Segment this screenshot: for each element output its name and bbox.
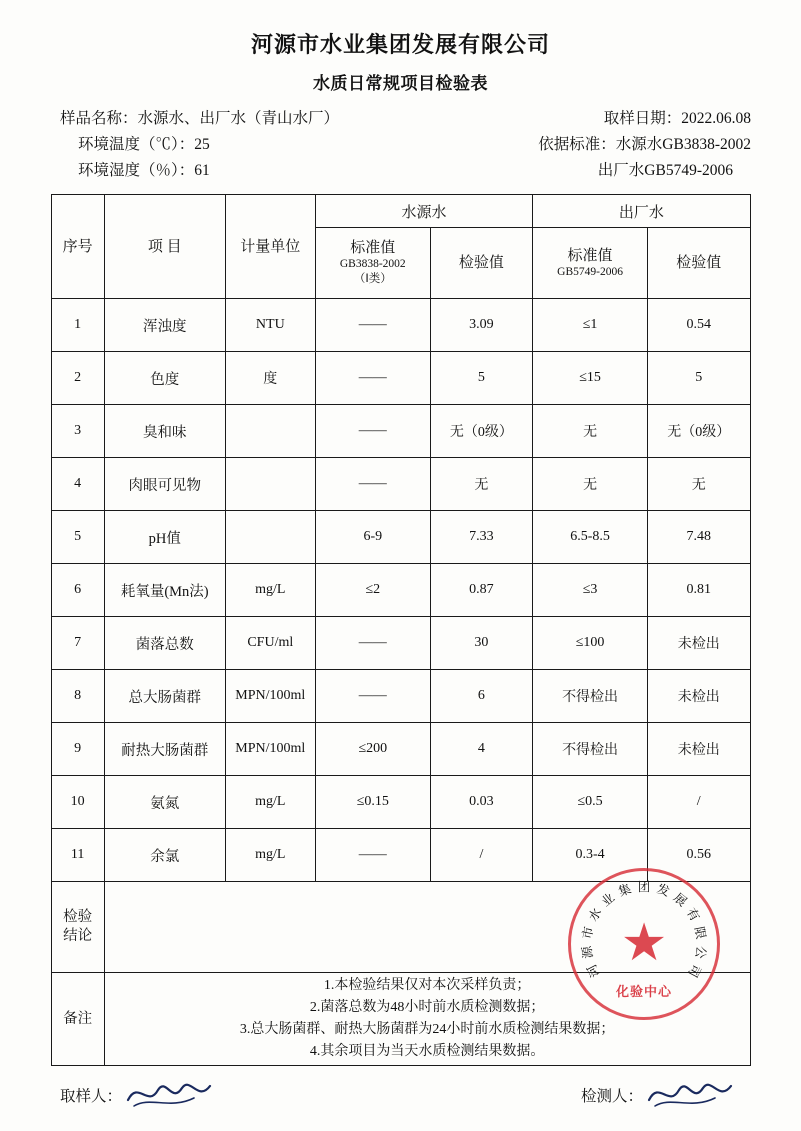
cell-source-standard: —— [315, 352, 430, 405]
cell-source-value: 0.87 [430, 564, 533, 617]
cell-no: 10 [51, 776, 104, 829]
tester-signature-group [581, 1082, 731, 1108]
cell-unit [225, 511, 315, 564]
temperature-group [60, 132, 210, 158]
inspection-table [51, 194, 751, 1066]
cell-source-value: 0.03 [430, 776, 533, 829]
cell-outlet-standard: 无 [533, 458, 648, 511]
cell-item: 肉眼可见物 [104, 458, 225, 511]
cell-unit: 度 [225, 352, 315, 405]
stamp-arc-char: 河 [584, 961, 603, 980]
header-group-source-water: 水源水 [315, 195, 532, 228]
cell-outlet-standard: ≤3 [533, 564, 648, 617]
stamp-arc-char: 限 [691, 925, 708, 941]
sample-date-value: 2022.06.08 [681, 110, 751, 127]
stamp-arc-char: 团 [637, 880, 651, 894]
cell-item: 氨氮 [104, 776, 225, 829]
cell-outlet-value: 未检出 [647, 670, 750, 723]
table-row [51, 776, 750, 829]
cell-outlet-standard: ≤0.5 [533, 776, 648, 829]
table-row [51, 617, 750, 670]
standard-value-source: 水源水GB3838-2002 [615, 136, 751, 153]
conclusion-label-line2: 结论 [63, 928, 93, 944]
cell-unit: mg/L [225, 776, 315, 829]
cell-outlet-value: 无 [647, 458, 750, 511]
cell-outlet-standard: 6.5-8.5 [533, 511, 648, 564]
cell-source-standard: 6-9 [315, 511, 430, 564]
standard-label: 依据标准： [538, 136, 616, 153]
sample-name-group [60, 106, 339, 132]
cell-source-value: 3.09 [430, 299, 533, 352]
table-row [51, 299, 750, 352]
cell-no: 11 [51, 829, 104, 882]
table-row [51, 670, 750, 723]
header-outlet-value: 检验值 [647, 228, 750, 299]
cell-outlet-value: 未检出 [647, 723, 750, 776]
remark-item: 2.菌落总数为48小时前水质检测数据； [309, 1000, 545, 1015]
header-source-standard-line1: 标准值 [350, 240, 396, 256]
cell-source-value: 无（0级） [430, 405, 533, 458]
header-outlet-standard-line2: GB5749-2006 [557, 265, 623, 278]
cell-source-standard: ≤0.15 [315, 776, 430, 829]
cell-outlet-value: 0.81 [647, 564, 750, 617]
standard-value-outlet: 出厂水GB5749-2006 [597, 162, 733, 179]
cell-no: 8 [51, 670, 104, 723]
table-row [51, 458, 750, 511]
remark-item: 4.其余项目为当天水质检测结果数据。 [309, 1044, 545, 1059]
temperature-label: 环境温度（℃）： [78, 136, 195, 153]
tester-signature [645, 1082, 731, 1108]
metadata-block [0, 106, 801, 184]
remark-row [51, 973, 750, 1066]
header-outlet-standard-line1: 标准值 [567, 247, 613, 264]
cell-outlet-standard: ≤15 [533, 352, 648, 405]
cell-source-value: 6 [430, 670, 533, 723]
sampler-signature [124, 1082, 210, 1108]
header-source-standard [315, 228, 430, 299]
cell-unit: MPN/100ml [225, 670, 315, 723]
tester-label: 检测人： [580, 1088, 643, 1105]
cell-no: 5 [51, 511, 104, 564]
sample-name-label: 样品名称： [60, 110, 138, 127]
cell-source-value: 5 [430, 352, 533, 405]
cell-no: 4 [51, 458, 104, 511]
cell-unit: NTU [225, 299, 315, 352]
cell-no: 1 [51, 299, 104, 352]
stamp-arc-char: 司 [685, 961, 704, 980]
cell-source-standard: —— [315, 405, 430, 458]
header-unit: 计量单位 [225, 195, 315, 299]
table-header-groups [51, 195, 750, 228]
table-row [51, 829, 750, 882]
stamp-arc-char: 集 [616, 881, 634, 900]
table-row [51, 723, 750, 776]
stamp-arc-char: 发 [654, 881, 672, 900]
sample-name-value: 水源水、出厂水（青山水厂） [137, 110, 340, 127]
cell-item: 总大肠菌群 [104, 670, 225, 723]
stamp-arc-char: 业 [598, 890, 618, 910]
sampler-label: 取样人： [60, 1088, 123, 1105]
conclusion-value [104, 882, 750, 973]
humidity-label: 环境湿度（％）： [78, 162, 195, 179]
header-item: 项 目 [104, 195, 225, 299]
cell-outlet-standard: 不得检出 [533, 670, 648, 723]
conclusion-row [51, 882, 750, 973]
remark-label: 备注 [51, 973, 104, 1066]
table-row [51, 564, 750, 617]
cell-source-value: 无 [430, 458, 533, 511]
cell-item: 浑浊度 [104, 299, 225, 352]
cell-source-value: 7.33 [430, 511, 533, 564]
table-row [51, 405, 750, 458]
stamp-arc-char: 公 [692, 945, 709, 960]
header-source-standard-line3: （Ⅰ类） [353, 273, 392, 285]
remark-item: 3.总大肠菌群、耐热大肠菌群为24小时前水质检测结果数据； [239, 1022, 615, 1037]
cell-outlet-value: 0.56 [647, 829, 750, 882]
document-subtitle: 水质日常规项目检验表 [313, 74, 488, 93]
cell-unit: CFU/ml [225, 617, 315, 670]
cell-unit: MPN/100ml [225, 723, 315, 776]
cell-outlet-standard: ≤100 [533, 617, 648, 670]
stamp-arc-char: 水 [585, 905, 605, 924]
cell-source-standard: ≤200 [315, 723, 430, 776]
cell-outlet-value: 无（0级） [647, 405, 750, 458]
header-outlet-standard [533, 228, 648, 299]
humidity-group [60, 158, 210, 184]
cell-outlet-value: 未检出 [647, 617, 750, 670]
cell-item: 耐热大肠菌群 [104, 723, 225, 776]
cell-source-value: 30 [430, 617, 533, 670]
cell-outlet-value: 5 [647, 352, 750, 405]
conclusion-label [51, 882, 104, 973]
cell-item: 耗氧量(Mn法) [104, 564, 225, 617]
cell-outlet-value: / [647, 776, 750, 829]
cell-no: 7 [51, 617, 104, 670]
conclusion-label-line1: 检验 [63, 909, 93, 925]
metadata-row-humidity [60, 158, 751, 184]
cell-item: 菌落总数 [104, 617, 225, 670]
sample-date-group [604, 106, 751, 132]
standard-group [538, 132, 751, 158]
stamp-arc-char: 市 [580, 925, 597, 941]
cell-item: pH值 [104, 511, 225, 564]
cell-source-standard: —— [315, 299, 430, 352]
cell-no: 3 [51, 405, 104, 458]
remark-content [104, 973, 750, 1066]
cell-outlet-value: 7.48 [647, 511, 750, 564]
cell-outlet-standard: 无 [533, 405, 648, 458]
cell-outlet-standard: ≤1 [533, 299, 648, 352]
humidity-value: 61 [194, 162, 210, 179]
metadata-row-temperature [60, 132, 751, 158]
metadata-row-sample [60, 106, 751, 132]
cell-unit: mg/L [225, 829, 315, 882]
cell-source-value: 4 [430, 723, 533, 776]
cell-source-value: / [430, 829, 533, 882]
cell-outlet-standard: 0.3-4 [533, 829, 648, 882]
cell-source-standard: —— [315, 670, 430, 723]
table-row [51, 352, 750, 405]
table-row [51, 511, 750, 564]
remark-item: 1.本检验结果仅对本次采样负责； [323, 978, 531, 993]
cell-item: 臭和味 [104, 405, 225, 458]
stamp-arc-char: 展 [670, 890, 690, 910]
cell-unit: mg/L [225, 564, 315, 617]
sample-date-label: 取样日期： [603, 110, 682, 127]
cell-source-standard: ≤2 [315, 564, 430, 617]
cell-no: 2 [51, 352, 104, 405]
page-title: 河源市水业集团发展有限公司 [250, 32, 550, 57]
cell-no: 9 [51, 723, 104, 776]
signature-footer [0, 1082, 801, 1108]
cell-source-standard: —— [315, 458, 430, 511]
cell-item: 余氯 [104, 829, 225, 882]
stamp-arc-char: 源 [579, 945, 596, 960]
header-no: 序号 [51, 195, 104, 299]
sampler-signature-group [60, 1082, 210, 1108]
cell-unit [225, 458, 315, 511]
temperature-value: 25 [194, 136, 210, 153]
cell-unit [225, 405, 315, 458]
star-icon: ★ [620, 915, 668, 972]
header-group-outlet-water: 出厂水 [533, 195, 750, 228]
stamp-bottom-text: 化验中心 [615, 984, 672, 999]
cell-outlet-standard: 不得检出 [533, 723, 648, 776]
header-source-value: 检验值 [430, 228, 533, 299]
cell-item: 色度 [104, 352, 225, 405]
cell-outlet-value: 0.54 [647, 299, 750, 352]
stamp-arc-char: 有 [683, 905, 703, 924]
header-source-standard-line2: GB3838-2002 [339, 258, 406, 270]
cell-source-standard: —— [315, 617, 430, 670]
cell-no: 6 [51, 564, 104, 617]
cell-source-standard: —— [315, 829, 430, 882]
